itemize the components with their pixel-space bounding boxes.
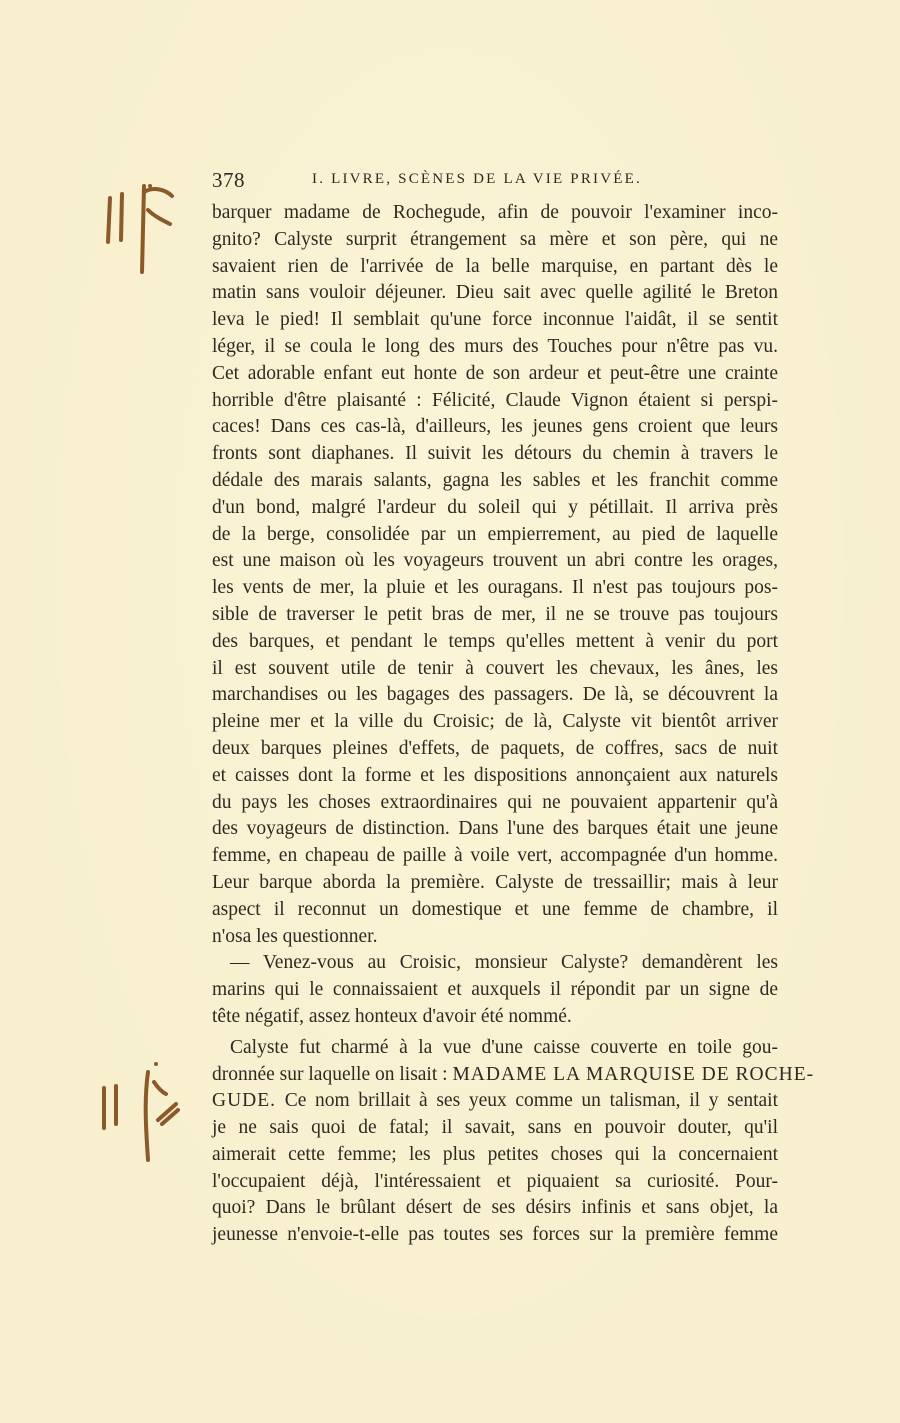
text-line: jeunesse n'envoie-t-elle pas toutes ses forces sur la première femme bbox=[212, 1224, 778, 1246]
text-line: est une maison où les voyageurs trouvent un abri contre les orages, bbox=[212, 550, 778, 572]
text-line: de la berge, consolidée par un empierrement, au pied de laquelle bbox=[212, 523, 778, 545]
text-line: quoi? Dans le brûlant désert de ses désirs infinis et sans objet, la bbox=[212, 1197, 778, 1219]
text-line: aimerait cette femme; les plus petites choses qui la concernaient bbox=[212, 1143, 778, 1165]
text-line: dédale des marais salants, gagna les sables et les franchit comme bbox=[212, 469, 778, 491]
text-fragment: Ce nom brillait à ses yeux comme un talisman, il y sentait bbox=[284, 1090, 779, 1112]
text-line: des voyageurs de distinction. Dans l'une des barques était une jeune bbox=[212, 818, 778, 840]
text-line: Leur barque aborda la première. Calyste de tressaillir; mais à leur bbox=[212, 871, 778, 893]
text-line: deux barques pleines d'effets, de paquets, de coffres, sacs de nuit bbox=[212, 737, 778, 759]
text-line: des barques, et pendant le temps qu'elles mettent à venir du port bbox=[212, 630, 778, 652]
text-line: barquer madame de Rochegude, afin de pouvoir l'examiner inco- bbox=[212, 202, 778, 223]
crate-inscription-end: GUDE. bbox=[212, 1090, 277, 1112]
crate-inscription: MADAME LA MARQUISE DE ROCHE- bbox=[452, 1063, 815, 1085]
text-line: d'un bond, malgré l'ardeur du soleil qui y pétillait. Il arriva près bbox=[212, 496, 778, 518]
text-line: marchandises ou les bagages des passagers. De là, se découvrent la bbox=[212, 684, 778, 706]
running-title: I. LIVRE, SCÈNES DE LA VIE PRIVÉE. bbox=[312, 171, 642, 187]
text-line: Cet adorable enfant eut honte de son ardeur et peut-être une crainte bbox=[212, 362, 778, 384]
text-line: du pays les choses extraordinaires qui ne pouvaient appartenir qu'à bbox=[212, 791, 778, 813]
margin-annotation-bottom bbox=[92, 1060, 192, 1170]
text-line: Calyste fut charmé à la vue d'une caisse couverte en toile gou- bbox=[230, 1036, 778, 1058]
body-text bbox=[212, 200, 815, 1249]
text-line: matin sans vouloir déjeuner. Dieu sait avec quelle agilité le Breton bbox=[212, 282, 778, 304]
margin-annotation-top bbox=[92, 180, 182, 280]
text-line: fronts sont diaphanes. Il suivit les détours du chemin à travers le bbox=[212, 443, 778, 465]
text-line: léger, il se coula le long des murs des Touches pour n'être pas vu. bbox=[212, 335, 778, 357]
text-line: je ne sais quoi de fatal; il savait, sans en pouvoir douter, qu'il bbox=[212, 1117, 778, 1139]
text-line: savaient rien de l'arrivée de la belle marquise, en partant dès le bbox=[212, 255, 778, 277]
running-head bbox=[212, 168, 778, 194]
text-line: tête négatif, assez honteux d'avoir été nommé. bbox=[212, 1005, 572, 1027]
text-line: sible de traverser le petit bras de mer, il ne se trouve pas toujours bbox=[212, 603, 778, 625]
text-line: aspect il reconnut un domestique et une femme de chambre, il bbox=[212, 898, 778, 920]
text-line bbox=[212, 1062, 815, 1089]
text-line: leva le pied! Il semblait qu'une force inconnue l'aidât, il se sentit bbox=[212, 309, 778, 331]
text-line: pleine mer et la ville du Croisic; de là, Calyste vit bientôt arriver bbox=[212, 711, 778, 733]
text-fragment: dronnée sur laquelle on lisait : bbox=[212, 1063, 448, 1085]
text-line: l'occupaient déjà, l'intéressaient et piquaient sa curiosité. Pour- bbox=[212, 1170, 778, 1192]
page-number: 378 bbox=[212, 168, 245, 192]
text-line: et caisses dont la forme et les dispositions annonçaient aux naturels bbox=[212, 764, 778, 786]
text-line: marins qui le connaissaient et auxquels il répondit par un signe de bbox=[212, 979, 778, 1001]
text-line: n'osa les questionner. bbox=[212, 925, 378, 947]
text-line: femme, en chapeau de paille à voile vert, accompagnée d'un homme. bbox=[212, 845, 778, 867]
text-line bbox=[212, 1088, 778, 1115]
text-line: les vents de mer, la pluie et les ouragans. Il n'est pas toujours pos- bbox=[212, 577, 778, 599]
text-line: il est souvent utile de tenir à couvert les chevaux, les ânes, les bbox=[212, 657, 778, 679]
text-line: — Venez-vous au Croisic, monsieur Calyste? demandèrent les bbox=[230, 952, 778, 974]
text-line: horrible d'être plaisanté : Félicité, Claude Vignon étaient si perspi- bbox=[212, 389, 778, 411]
text-line: gnito? Calyste surprit étrangement sa mère et son père, qui ne bbox=[212, 228, 778, 250]
text-line: caces! Dans ces cas-là, d'ailleurs, les jeunes gens croient que leurs bbox=[212, 416, 778, 438]
